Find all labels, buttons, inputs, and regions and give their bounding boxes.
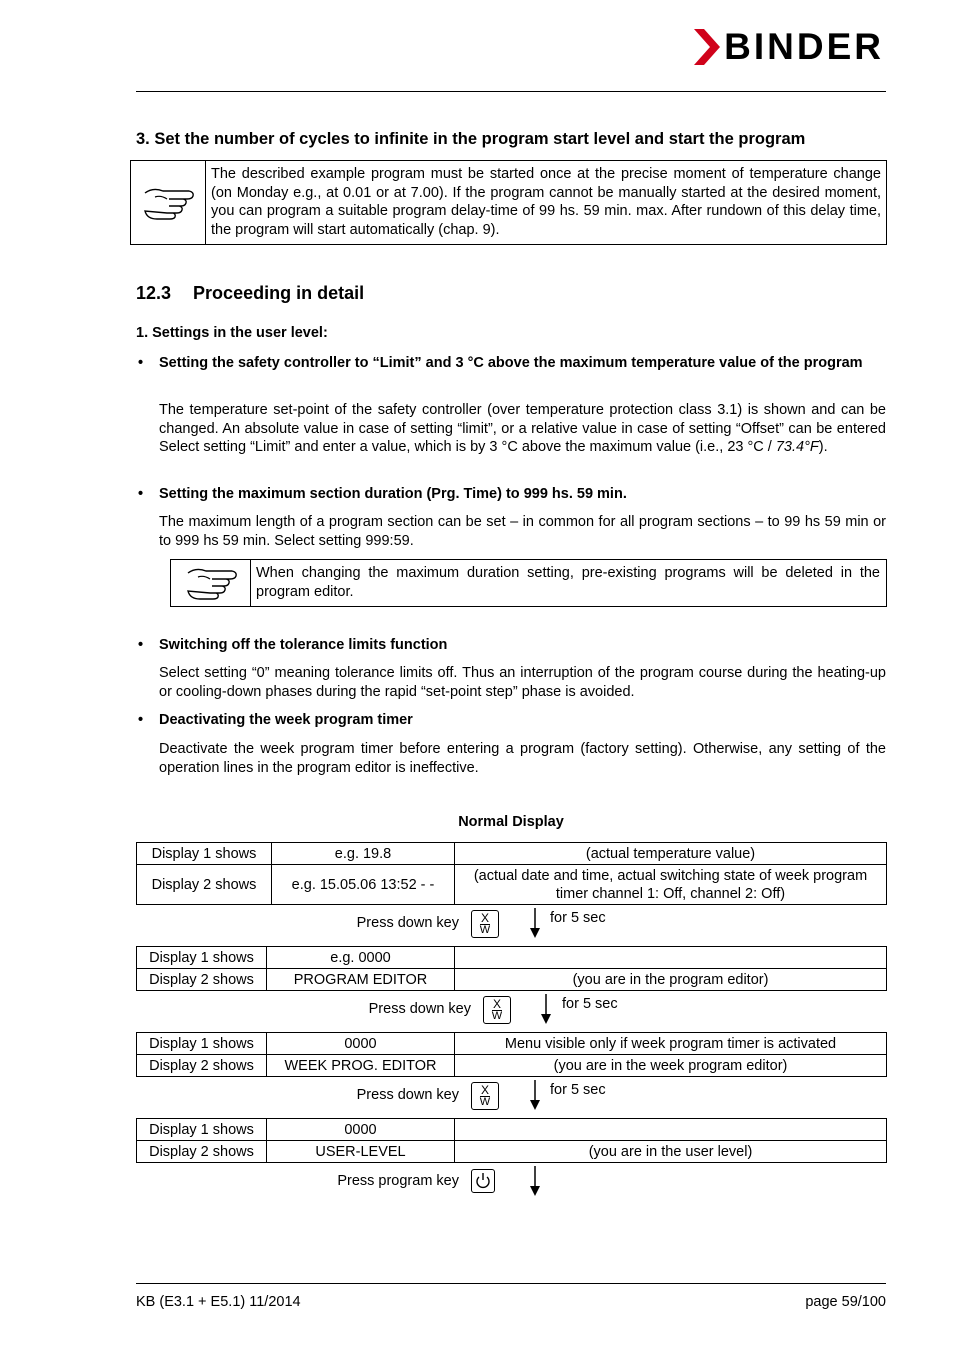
table-cell: Display 2 shows (137, 1055, 267, 1077)
table-cell: Display 1 shows (137, 1033, 267, 1055)
table-row (137, 1033, 887, 1055)
body-end: ). (818, 439, 828, 455)
table-row (137, 1055, 887, 1077)
bullet-dot: • (138, 486, 144, 502)
bullet-dot: • (138, 712, 144, 728)
key-bottom: W (479, 1096, 491, 1108)
arrow-down-icon (529, 1080, 541, 1110)
table-cell: 0000 (267, 1119, 455, 1141)
table-cell: Display 1 shows (137, 947, 267, 969)
arrow-down-icon (529, 908, 541, 938)
table-cell: PROGRAM EDITOR (267, 969, 455, 991)
duration-note-box (170, 559, 887, 607)
pointing-hand-icon (171, 560, 251, 606)
bullet-title: Setting the maximum section duration (Prg. Time) to 999 hs. 59 min. (159, 486, 627, 502)
table-cell: e.g. 15.05.06 13:52 - - (272, 865, 455, 905)
bullet-title: Setting the safety controller to “Limit” and 3 °C above the maximum temperature value of the program (159, 355, 863, 371)
table-row (137, 969, 887, 991)
section-number: 12.3 (136, 283, 172, 303)
action-duration: for 5 sec (550, 1082, 606, 1098)
table-cell: WEEK PROG. EDITOR (267, 1055, 455, 1077)
table-row (137, 947, 887, 969)
table-row (137, 1141, 887, 1163)
table-cell: (you are in the week program editor) (455, 1055, 887, 1077)
bullet-week-timer (136, 711, 886, 730)
body-text: The temperature set-point of the safety controller (over temperature protection class 3.1) is shown and can be changed. An absolute value in case of setting “limit”, or a relative value in case of setting “Offset” can be entered Select setting “Limit” and enter a value, which is by 3 °C above the maximum value (i.e., 23 °C / (159, 402, 886, 455)
action-label: Press down key (356, 915, 459, 931)
footer-document-id: KB (E3.1 + E5.1) 11/2014 (136, 1294, 301, 1310)
display-table-4 (136, 1118, 887, 1163)
table-cell: USER-LEVEL (267, 1141, 455, 1163)
action-label: Press down key (368, 1001, 471, 1017)
normal-display-caption: Normal Display (458, 814, 564, 830)
table-cell: (actual date and time, actual switching state of week program timer channel 1: Off, channel 2: Off) (455, 865, 887, 905)
table-row (137, 843, 887, 865)
binder-logo (694, 28, 884, 65)
section-heading (136, 283, 364, 304)
table-cell (455, 947, 887, 969)
bullet-tolerance-limits-body: Select setting “0” meaning tolerance limits off. Thus an interruption of the program course during the heating-up or cooling-down phases during the rapid “set-point step” phase is avoided. (159, 665, 886, 700)
down-key-icon[interactable] (471, 1082, 499, 1110)
key-top: X (480, 1083, 489, 1097)
table-cell: Display 2 shows (137, 969, 267, 991)
table-cell: (actual temperature value) (455, 843, 887, 865)
key-bottom: W (479, 924, 491, 936)
key-bottom: W (491, 1010, 503, 1022)
key-top: X (492, 997, 501, 1011)
table-cell (455, 1119, 887, 1141)
table-cell: (you are in the user level) (455, 1141, 887, 1163)
display-table-1 (136, 842, 887, 905)
footer-divider (136, 1283, 886, 1284)
key-top: X (480, 911, 489, 925)
bullet-dot: • (138, 355, 144, 371)
section-title: Proceeding in detail (193, 283, 365, 303)
arrow-down-icon (529, 1166, 541, 1196)
user-level-subheading: 1. Settings in the user level: (136, 325, 328, 341)
duration-note-text: When changing the maximum duration setting, pre-existing programs will be deleted in the program editor. (256, 565, 880, 600)
binder-logo-mark-icon (694, 29, 720, 65)
table-cell: Display 2 shows (137, 865, 272, 905)
step3-note-text: The described example program must be started once at the precise moment of temperature change (on Monday e.g., at 0.01 or at 7.00). If the program cannot be manually started at the desired moment, you can program a suitable program delay-time of 99 hs. 59 min. max. After rundown of this delay time, the program will start automatically (chap. 9). (211, 166, 881, 238)
step3-note-box (130, 160, 887, 245)
header-divider (136, 91, 886, 92)
table-cell: Menu visible only if week program timer is activated (455, 1033, 887, 1055)
table-cell: Display 1 shows (137, 843, 272, 865)
display-table-2 (136, 946, 887, 991)
action-label: Press down key (356, 1087, 459, 1103)
bullet-safety-controller-body (159, 401, 886, 457)
bullet-week-timer-body: Deactivate the week program timer before entering a program (factory setting). Otherwise, any setting of the operation lines in the program editor is ineffective. (159, 741, 886, 776)
table-cell: e.g. 19.8 (272, 843, 455, 865)
arrow-down-icon (540, 994, 552, 1024)
table-row (137, 1119, 887, 1141)
bullet-safety-controller (136, 354, 886, 373)
bullet-dot: • (138, 637, 144, 653)
bullet-section-duration-body: The maximum length of a program section can be set – in common for all program sections – to 99 hs 59 min or to 999 hs 59 min. Select setting 999:59. (159, 514, 886, 549)
table-cell: Display 2 shows (137, 1141, 267, 1163)
table-cell: Display 1 shows (137, 1119, 267, 1141)
step3-heading: 3. Set the number of cycles to infinite in the program start level and start the program (136, 130, 806, 148)
footer-page-number: page 59/100 (805, 1294, 886, 1310)
pointing-hand-icon (131, 161, 206, 244)
table-cell: 0000 (267, 1033, 455, 1055)
bullet-section-duration (136, 485, 886, 504)
action-duration: for 5 sec (550, 910, 606, 926)
down-key-icon[interactable] (483, 996, 511, 1024)
bullet-title: Deactivating the week program timer (159, 712, 413, 728)
table-cell: e.g. 0000 (267, 947, 455, 969)
bullet-title: Switching off the tolerance limits function (159, 637, 448, 653)
action-label: Press program key (337, 1173, 459, 1189)
bullet-tolerance-limits (136, 636, 886, 655)
down-key-icon[interactable] (471, 910, 499, 938)
body-italic: 73.4°F (775, 439, 819, 455)
table-cell: (you are in the program editor) (455, 969, 887, 991)
table-row (137, 865, 887, 905)
brand-name: BINDER (724, 26, 884, 67)
action-duration: for 5 sec (562, 996, 618, 1012)
display-table-3 (136, 1032, 887, 1077)
program-key-icon[interactable] (471, 1169, 495, 1193)
